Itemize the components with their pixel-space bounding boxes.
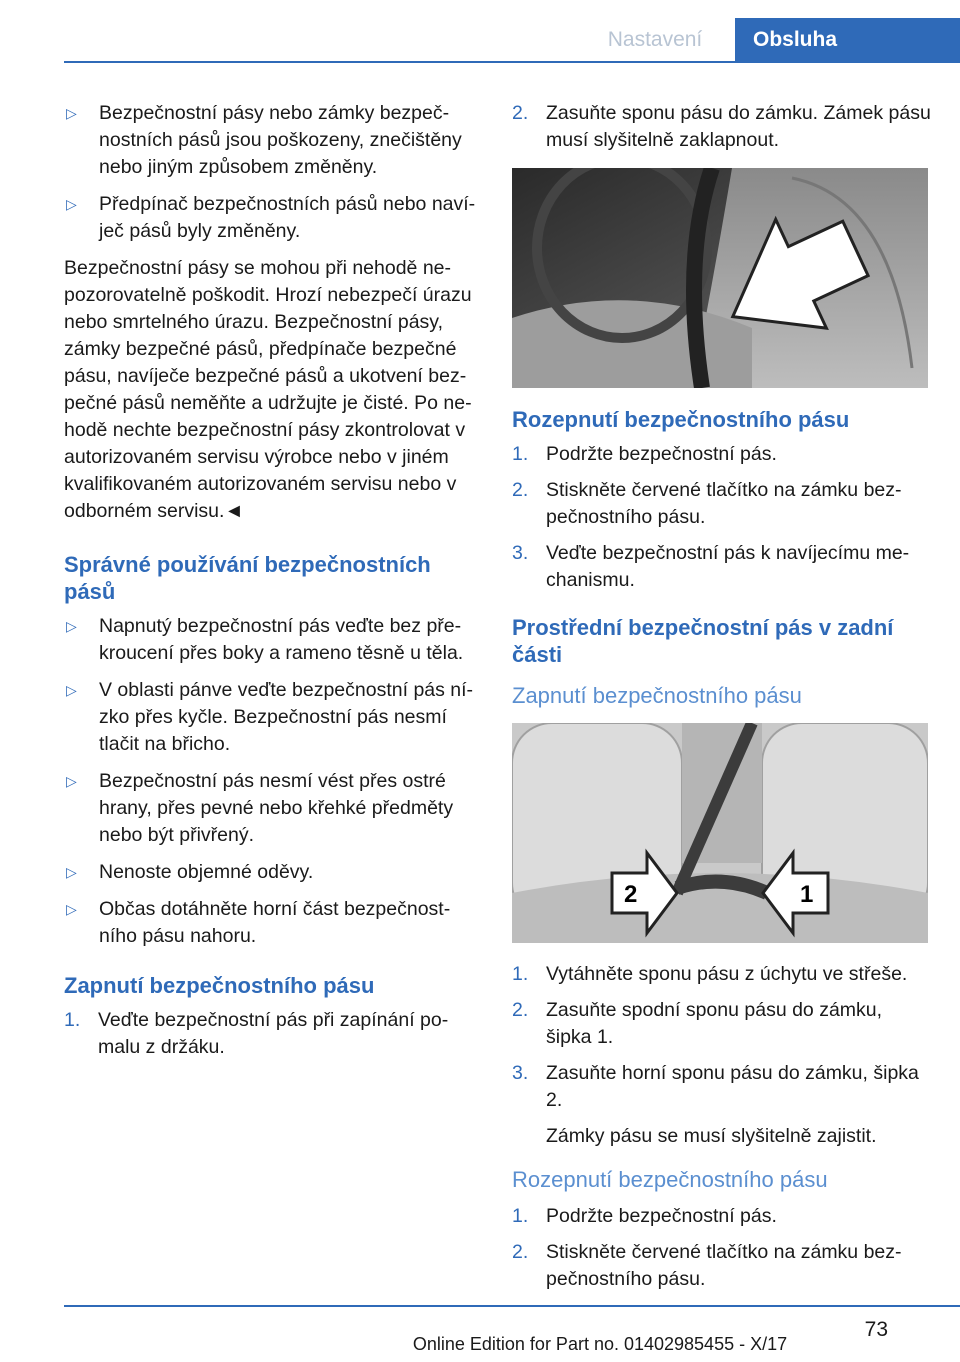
list-item: ▷ Napnutý bezpečnostní pás veďte bez pře‐kroucení přes boky a rameno těsně u těla. (64, 613, 478, 667)
step-item: 2. Zasuňte sponu pásu do zámku. Zámek pásu musí slyšitelně zaklapnout. (512, 102, 931, 151)
list-item: ▷ Nenoste objemné oděvy. (64, 859, 478, 886)
warning-paragraph: Bezpečnostní pásy se mohou při nehodě ne‐pozorovatelně poškodit. Hrozí nebezpečí úrazu nebo smrtelného úrazu. Bezpečnostní pásy, zámky bezpečné pásů, předpínače bezpečné pásu, navíječe bezpečné pásů a ukotvení bez‐pečné pásů neměňte a udržujte je čisté. Po ne‐hodě nechte bezpečnostní pásy zkontrolovat v autorizovaném servisu výrobce nebo v jiném kvalifikovaném autorizovaném servisu nebo v odborném servisu.◄ (64, 257, 472, 522)
triangle-bullet-icon: ▷ (66, 618, 77, 634)
list-item: ▷ Bezpečnostní pásy nebo zámky bezpeč‐nostních pásů jsou poškozeny, znečištěny nebo jiným způsobem změněny. (64, 100, 478, 181)
step-item: 2. Stiskněte červené tlačítko na zámku bez‐pečnostního pásu. (512, 1241, 902, 1290)
footer-divider (64, 1305, 960, 1307)
step-item: 2. Stiskněte červené tlačítko na zámku bez‐pečnostního pásu. (512, 479, 902, 528)
seatbelt-buckle-photo (512, 168, 928, 388)
triangle-bullet-icon: ▷ (66, 682, 77, 698)
step-item: 1. Vytáhněte sponu pásu z úchytu ve střeše. (512, 963, 908, 985)
rear-middle-belt-photo (512, 723, 928, 943)
heading-fasten-belt: Zapnutí bezpečnostního pásu (64, 973, 375, 998)
bullet-list-use (64, 613, 478, 950)
arrow-label-2: 2 (624, 881, 638, 908)
tab-obsluha[interactable]: Obsluha (735, 18, 960, 62)
step-item: 1. Podržte bezpečnostní pás. (512, 1205, 777, 1227)
left-column (64, 100, 478, 1070)
step-item: 3. Veďte bezpečnostní pás k navíjecímu me‐chanismu. (512, 542, 910, 591)
edition-footer: Online Edition for Part no. 01402985455 - X/17 (412, 1334, 788, 1354)
list-item: ▷ Občas dotáhněte horní část bezpečnost‐ního pásu nahoru. (64, 896, 478, 950)
step-note: Zámky pásu se musí slyšitelně zajistit. (546, 1125, 877, 1147)
arrow-label-1: 1 (800, 881, 814, 908)
header-divider (64, 61, 960, 63)
triangle-bullet-icon: ▷ (66, 196, 77, 212)
heading-middle-belt: Prostřední bezpečnostní pás v zadní části (512, 615, 894, 667)
triangle-bullet-icon: ▷ (66, 901, 77, 917)
bullet-list-damage (64, 100, 478, 245)
step-item: 2. Zasuňte spodní sponu pásu do zámku, šipka 1. (512, 999, 883, 1048)
list-item: ▷ V oblasti pánve veďte bezpečnostní pás ní‐zko přes kyčle. Bezpečnostní pás nesmí tlačit na břicho. (64, 677, 478, 758)
heading-unfasten-belt: Rozepnutí bezpečnostního pásu (512, 407, 850, 432)
subheading-middle-fasten: Zapnutí bezpečnostního pásu (512, 683, 802, 708)
tab-nastaveni[interactable]: Nastavení (607, 28, 703, 51)
step-item: 3. Zasuňte horní sponu pásu do zámku, šipka 2. (512, 1062, 919, 1111)
triangle-bullet-icon: ▷ (66, 105, 77, 121)
triangle-bullet-icon: ▷ (66, 773, 77, 789)
subheading-middle-unfasten: Rozepnutí bezpečnostního pásu (512, 1167, 828, 1192)
list-item: ▷ Předpínač bezpečnostních pásů nebo naví‐ječ pásů byly změněny. (64, 191, 478, 245)
step-item: 1. Veďte bezpečnostní pás při zapínání po‐malu z držáku. (64, 1009, 449, 1058)
list-item: ▷ Bezpečnostní pás nesmí vést přes ostré hrany, přes pevné nebo křehké předměty nebo být přivřený. (64, 768, 478, 849)
step-item: 1. Podržte bezpečnostní pás. (512, 443, 777, 465)
triangle-bullet-icon: ▷ (66, 864, 77, 880)
header (0, 0, 960, 62)
right-column (512, 100, 932, 1302)
page-number: 73 (864, 1318, 888, 1341)
heading-correct-use: Správné používání bezpečnostních pásů (64, 552, 431, 604)
